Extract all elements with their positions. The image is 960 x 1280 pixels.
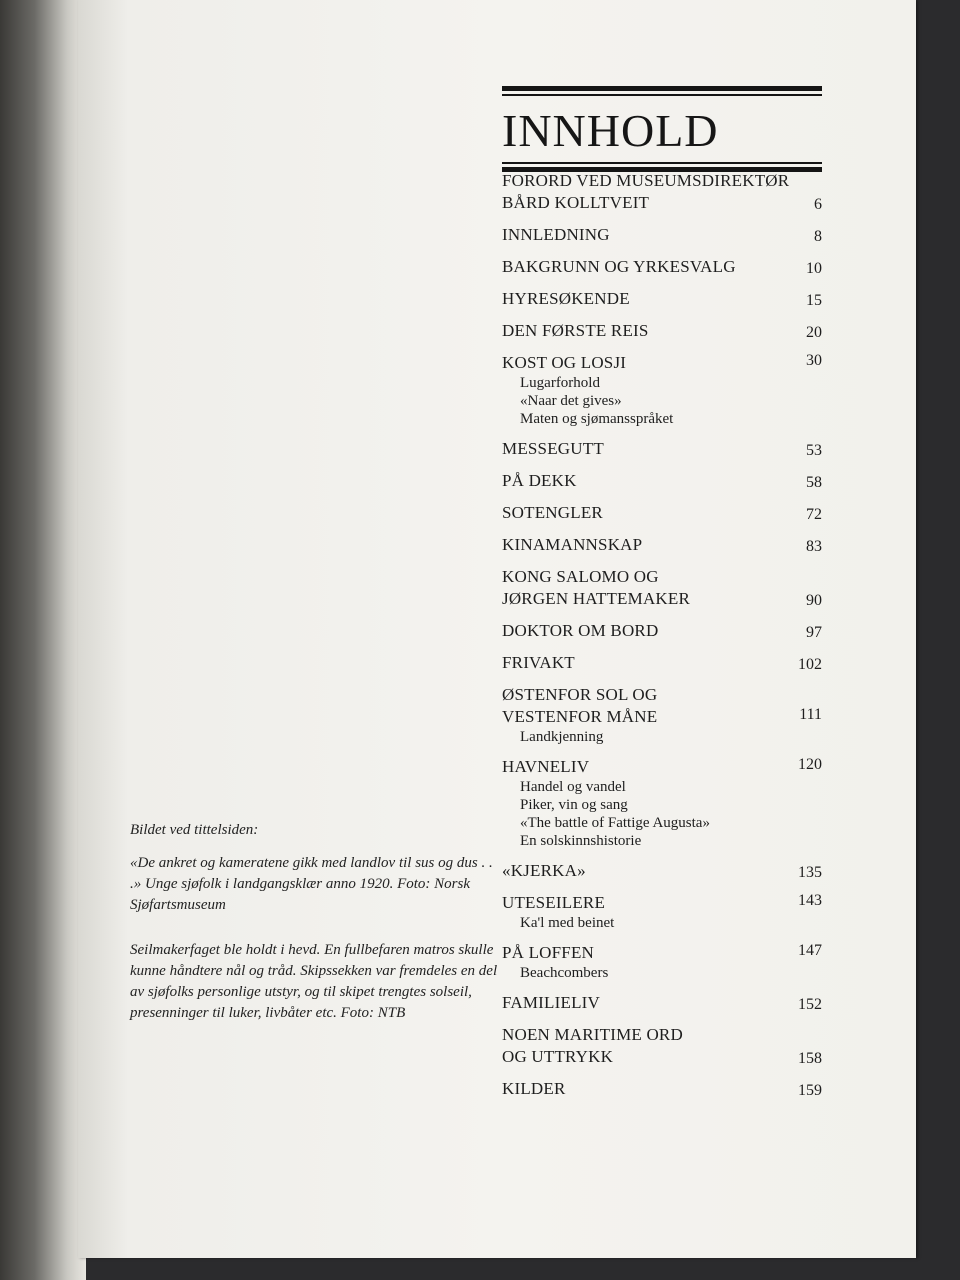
toc-entry: [502, 1078, 892, 1100]
toc-entries: [502, 170, 892, 1110]
toc-page-number: 135: [798, 864, 822, 881]
toc-entry: [502, 256, 892, 278]
toc-entry-title: FRIVAKT: [502, 653, 575, 672]
toc-entry-title: KINAMANNSKAP: [502, 535, 643, 554]
toc-entry-title: KILDER: [502, 1079, 566, 1098]
toc-entry-title: HYRESØKENDE: [502, 289, 630, 308]
toc-entry: [502, 288, 892, 310]
toc-subentry: Landkjenning: [520, 729, 604, 745]
toc-title: INNHOLD: [502, 105, 719, 156]
toc-entry: [502, 352, 892, 428]
toc-entry: [502, 684, 892, 746]
toc-subentry: «The battle of Fattige Augusta»: [520, 815, 710, 831]
toc-page-number: 143: [798, 892, 822, 909]
toc-page-number: 158: [798, 1050, 822, 1067]
toc-entry: [502, 992, 892, 1014]
toc-page-number: 53: [806, 442, 822, 459]
toc-entry-title: MESSEGUTT: [502, 439, 604, 458]
toc-entry-title: NOEN MARITIME ORD: [502, 1025, 683, 1044]
toc-entry: [502, 652, 892, 674]
toc-entry-title: SOTENGLER: [502, 503, 603, 522]
toc-page-number: 90: [806, 592, 822, 609]
toc-entry: [502, 860, 892, 882]
toc-page-number: 97: [806, 624, 822, 641]
toc-entry-title: «KJERKA»: [502, 861, 586, 880]
toc-entry-title: PÅ DEKK: [502, 471, 577, 490]
toc-entry-title: VESTENFOR MÅNE: [502, 707, 658, 726]
toc-page-number: 152: [798, 996, 822, 1013]
toc-entry: [502, 438, 892, 460]
toc-entry: [502, 320, 892, 342]
toc-page-number: 120: [798, 756, 822, 773]
rule-top-thin: [502, 94, 822, 96]
rule-top-thick: [502, 86, 822, 91]
toc-entry-title: FAMILIELIV: [502, 993, 600, 1012]
caption-paragraph-1: «De ankret og kameratene gikk med landlov til sus og dus . . .» Unge sjøfolk i landgangsklær anno 1920. Foto: Norsk Sjøfartsmuseum: [130, 855, 493, 913]
rule-bottom-thin: [502, 162, 822, 164]
toc-subentry: En solskinnshistorie: [520, 833, 642, 849]
toc-entry: [502, 224, 892, 246]
toc-entry: [502, 756, 892, 850]
toc-entry-title: KONG SALOMO OG: [502, 567, 659, 586]
toc-page-number: 111: [799, 706, 822, 723]
toc-page-number: 15: [806, 292, 822, 309]
toc-page-number: 58: [806, 474, 822, 491]
book-spine: [0, 0, 86, 1280]
toc-entry-title: INNLEDNING: [502, 225, 610, 244]
toc-entry-title: PÅ LOFFEN: [502, 943, 595, 962]
toc-page-number: 8: [814, 228, 822, 245]
toc-page-number: 147: [798, 942, 822, 959]
toc-entry: [502, 470, 892, 492]
toc-entry: [502, 1024, 892, 1068]
toc-entry-title: HAVNELIV: [502, 757, 590, 776]
toc-entry: [502, 170, 892, 214]
toc-page-number: 72: [806, 506, 822, 523]
caption-heading: Bildet ved tittelsiden:: [130, 822, 259, 838]
toc-page-number: 159: [798, 1082, 822, 1099]
toc-page-number: 30: [806, 352, 822, 369]
toc-entry-title: KOST OG LOSJI: [502, 353, 627, 372]
toc-entry: [502, 942, 892, 982]
toc-entry: [502, 620, 892, 642]
toc-page-number: 6: [814, 196, 822, 213]
toc-entry-title: DEN FØRSTE REIS: [502, 321, 649, 340]
toc-subentry: «Naar det gives»: [520, 393, 622, 409]
toc-subentry: Piker, vin og sang: [520, 797, 628, 813]
toc-entry: [502, 502, 892, 524]
toc-entry-title: BÅRD KOLLTVEIT: [502, 193, 650, 212]
toc-entry-title: FORORD VED MUSEUMSDIREKTØR: [502, 171, 790, 190]
caption-paragraph-2: Seilmakerfaget ble holdt i hevd. En fullbefaren matros skulle kunne håndtere nål og tråd. Skipssekken var fremdeles en del av sjøfolks personlige utstyr, og til skipet trengtes solseil, presenninger til luker, livbåter etc. Foto: NTB: [130, 942, 498, 1021]
toc-page-number: 83: [806, 538, 822, 555]
toc-header: [502, 86, 822, 172]
toc-subentry: Ka'l med beinet: [520, 915, 615, 931]
toc-subentry: Lugarforhold: [520, 375, 600, 391]
toc-subentry: Beachcombers: [520, 965, 609, 981]
toc-page-number: 102: [798, 656, 822, 673]
toc-entry-title: ØSTENFOR SOL OG: [502, 685, 658, 704]
toc-page-number: 10: [806, 260, 822, 277]
toc-entry-title: OG UTTRYKK: [502, 1047, 614, 1066]
toc-entry: [502, 566, 892, 610]
toc-entry-title: DOKTOR OM BORD: [502, 621, 659, 640]
toc-entry: [502, 534, 892, 556]
photo-caption: [130, 820, 500, 1036]
toc-subentry: Maten og sjømansspråket: [520, 411, 674, 427]
toc-subentry: Handel og vandel: [520, 779, 626, 795]
toc-page-number: 20: [806, 324, 822, 341]
toc-entry: [502, 892, 892, 932]
toc-entry-title: JØRGEN HATTEMAKER: [502, 589, 691, 608]
toc-entry-title: UTESEILERE: [502, 893, 606, 912]
toc-entry-title: BAKGRUNN OG YRKESVALG: [502, 257, 736, 276]
